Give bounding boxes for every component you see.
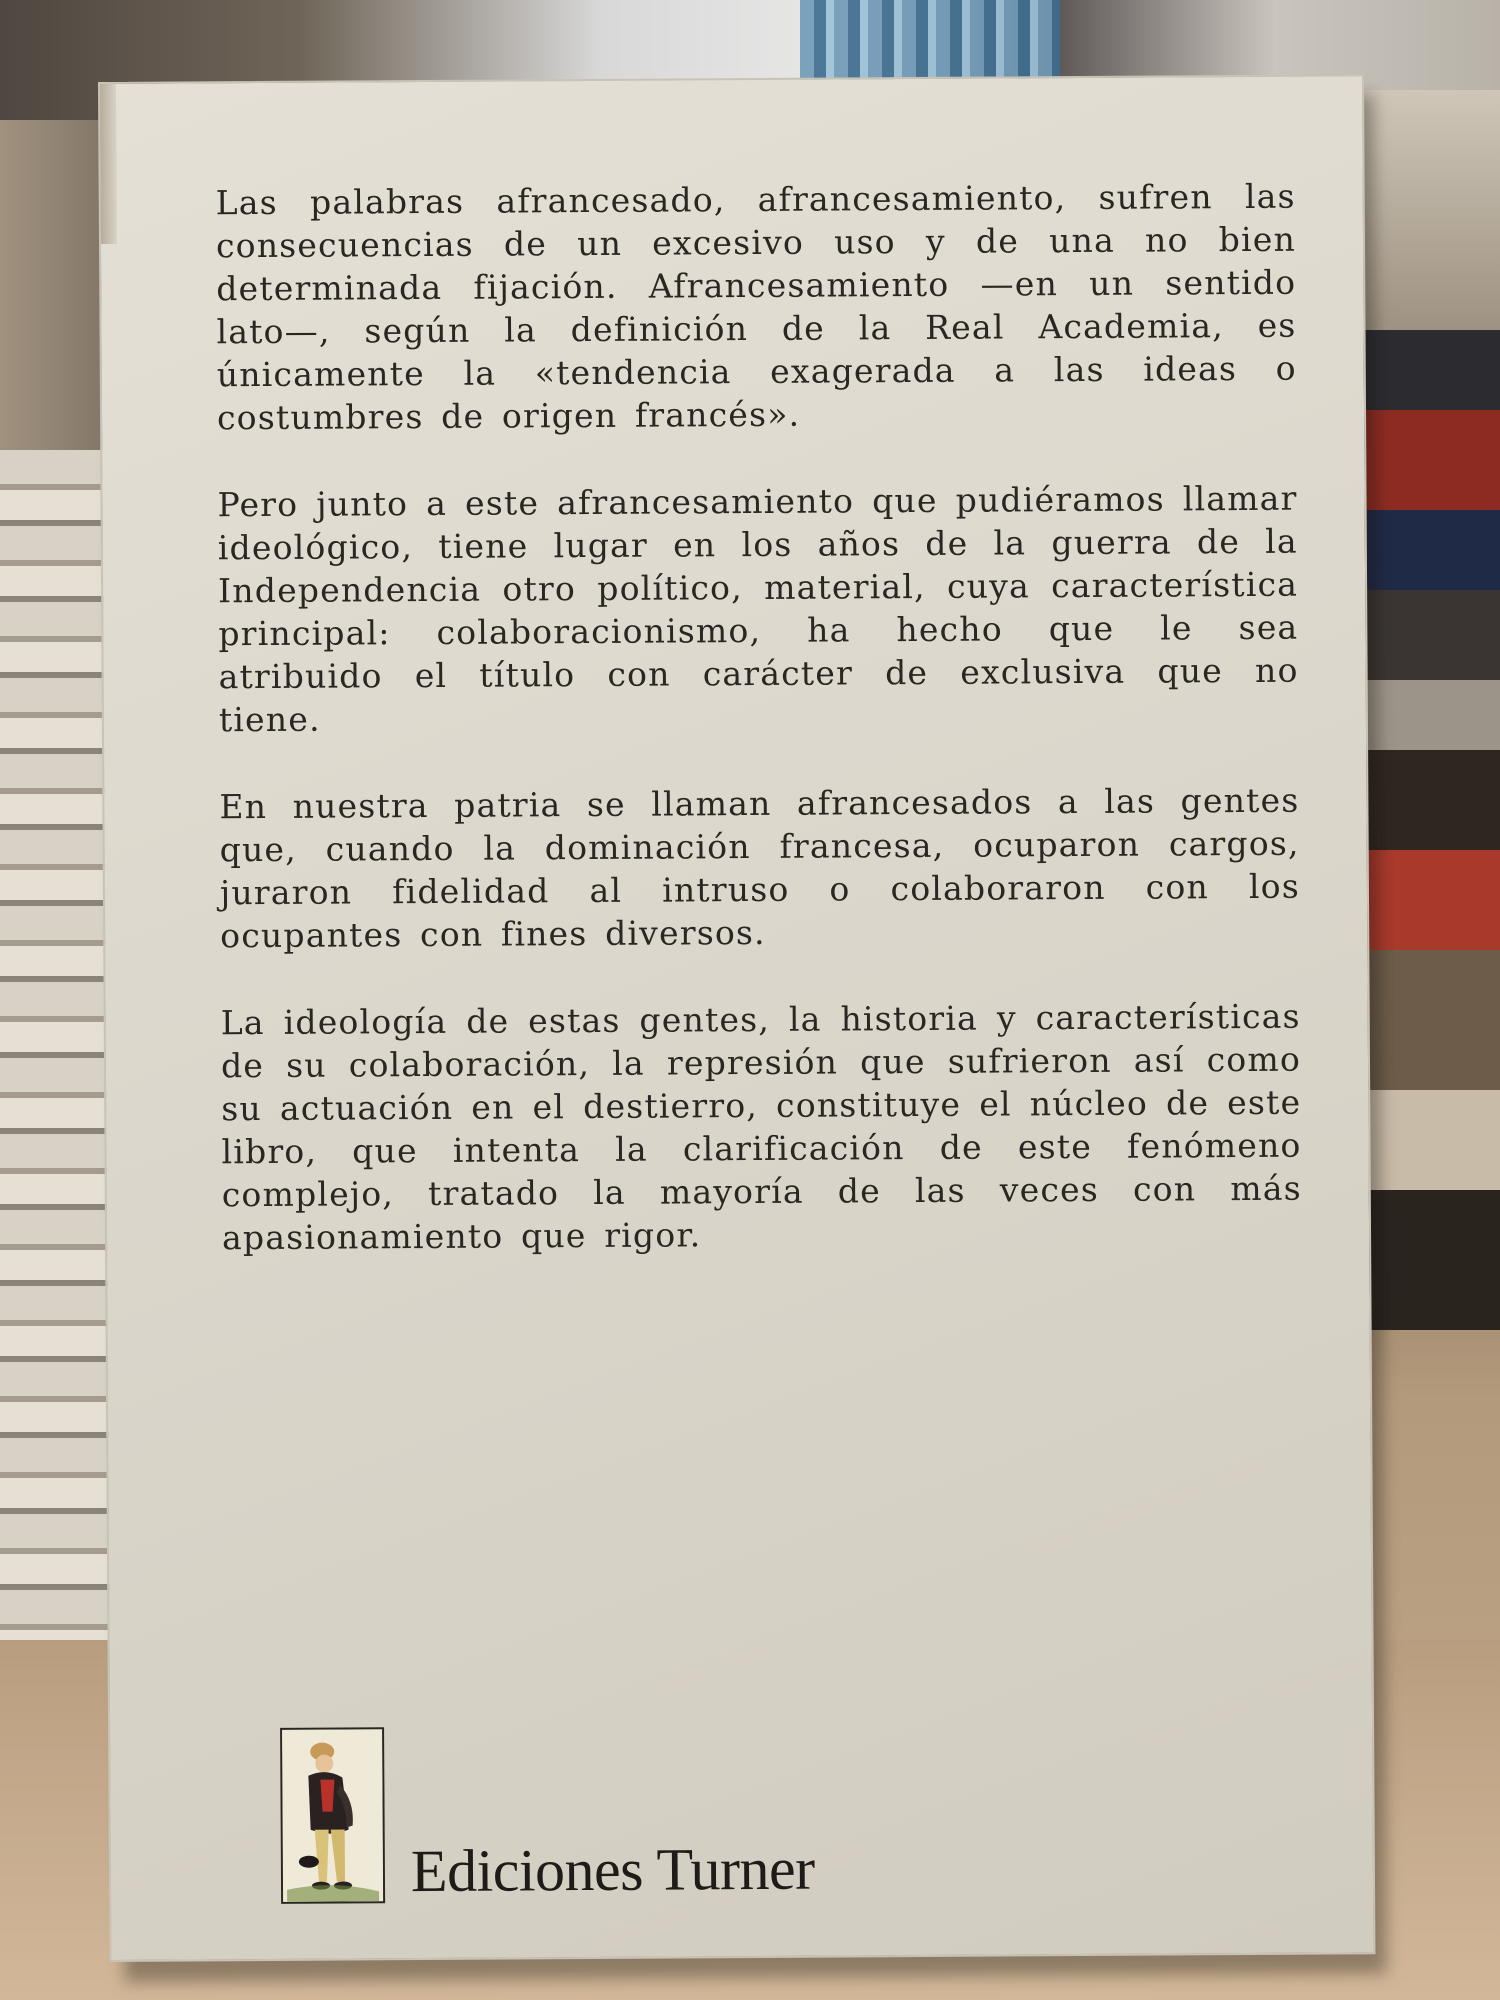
publisher-name: Ediciones Turner xyxy=(410,1835,815,1905)
publisher-block xyxy=(280,1724,981,1918)
back-cover-blurb xyxy=(216,175,1303,1304)
background-right-upper xyxy=(1360,90,1500,330)
figure-illustration-icon xyxy=(280,1727,385,1904)
blurb-paragraph-3: En nuestra patria se llaman afrancesados a las gentes que, cuando la dominación francesa, ocuparon cargos, juraron fidelidad al intruso o colaboraron con los ocupantes con fines diversos. xyxy=(219,780,1301,956)
book-back-cover xyxy=(98,74,1375,1962)
blurb-paragraph-2: Pero junto a este afrancesamiento que pudiéramos llamar ideológico, tiene lugar en los años de la guerra de la Independencia otro político, material, cuya característica principal: colaboracionismo, ha hecho que le sea atribuido el título con carácter de exclusiva que no tiene. xyxy=(217,478,1299,740)
blurb-paragraph-1: Las palabras afrancesado, afrancesamiento, sufren las consecuencias de un excesivo uso y de una no bien determinada fijación. Afrancesamiento —en un sentido lato—, según la definición de la Real Academia, es únicamente la «tendencia exagerada a las ideas o costumbres de origen francés». xyxy=(215,176,1297,438)
book-worn-edge xyxy=(100,84,117,244)
background-blue-books xyxy=(800,0,1060,85)
blurb-paragraph-4: La ideología de estas gentes, la historia y características de su colaboración, la represión que sufrieron así como su actuación en el destierro, constituye el núcleo de este libro, que intenta la clarificación de este fenómeno complejo, tratado la mayoría de las veces con más apasionamiento que rigor. xyxy=(220,996,1302,1258)
